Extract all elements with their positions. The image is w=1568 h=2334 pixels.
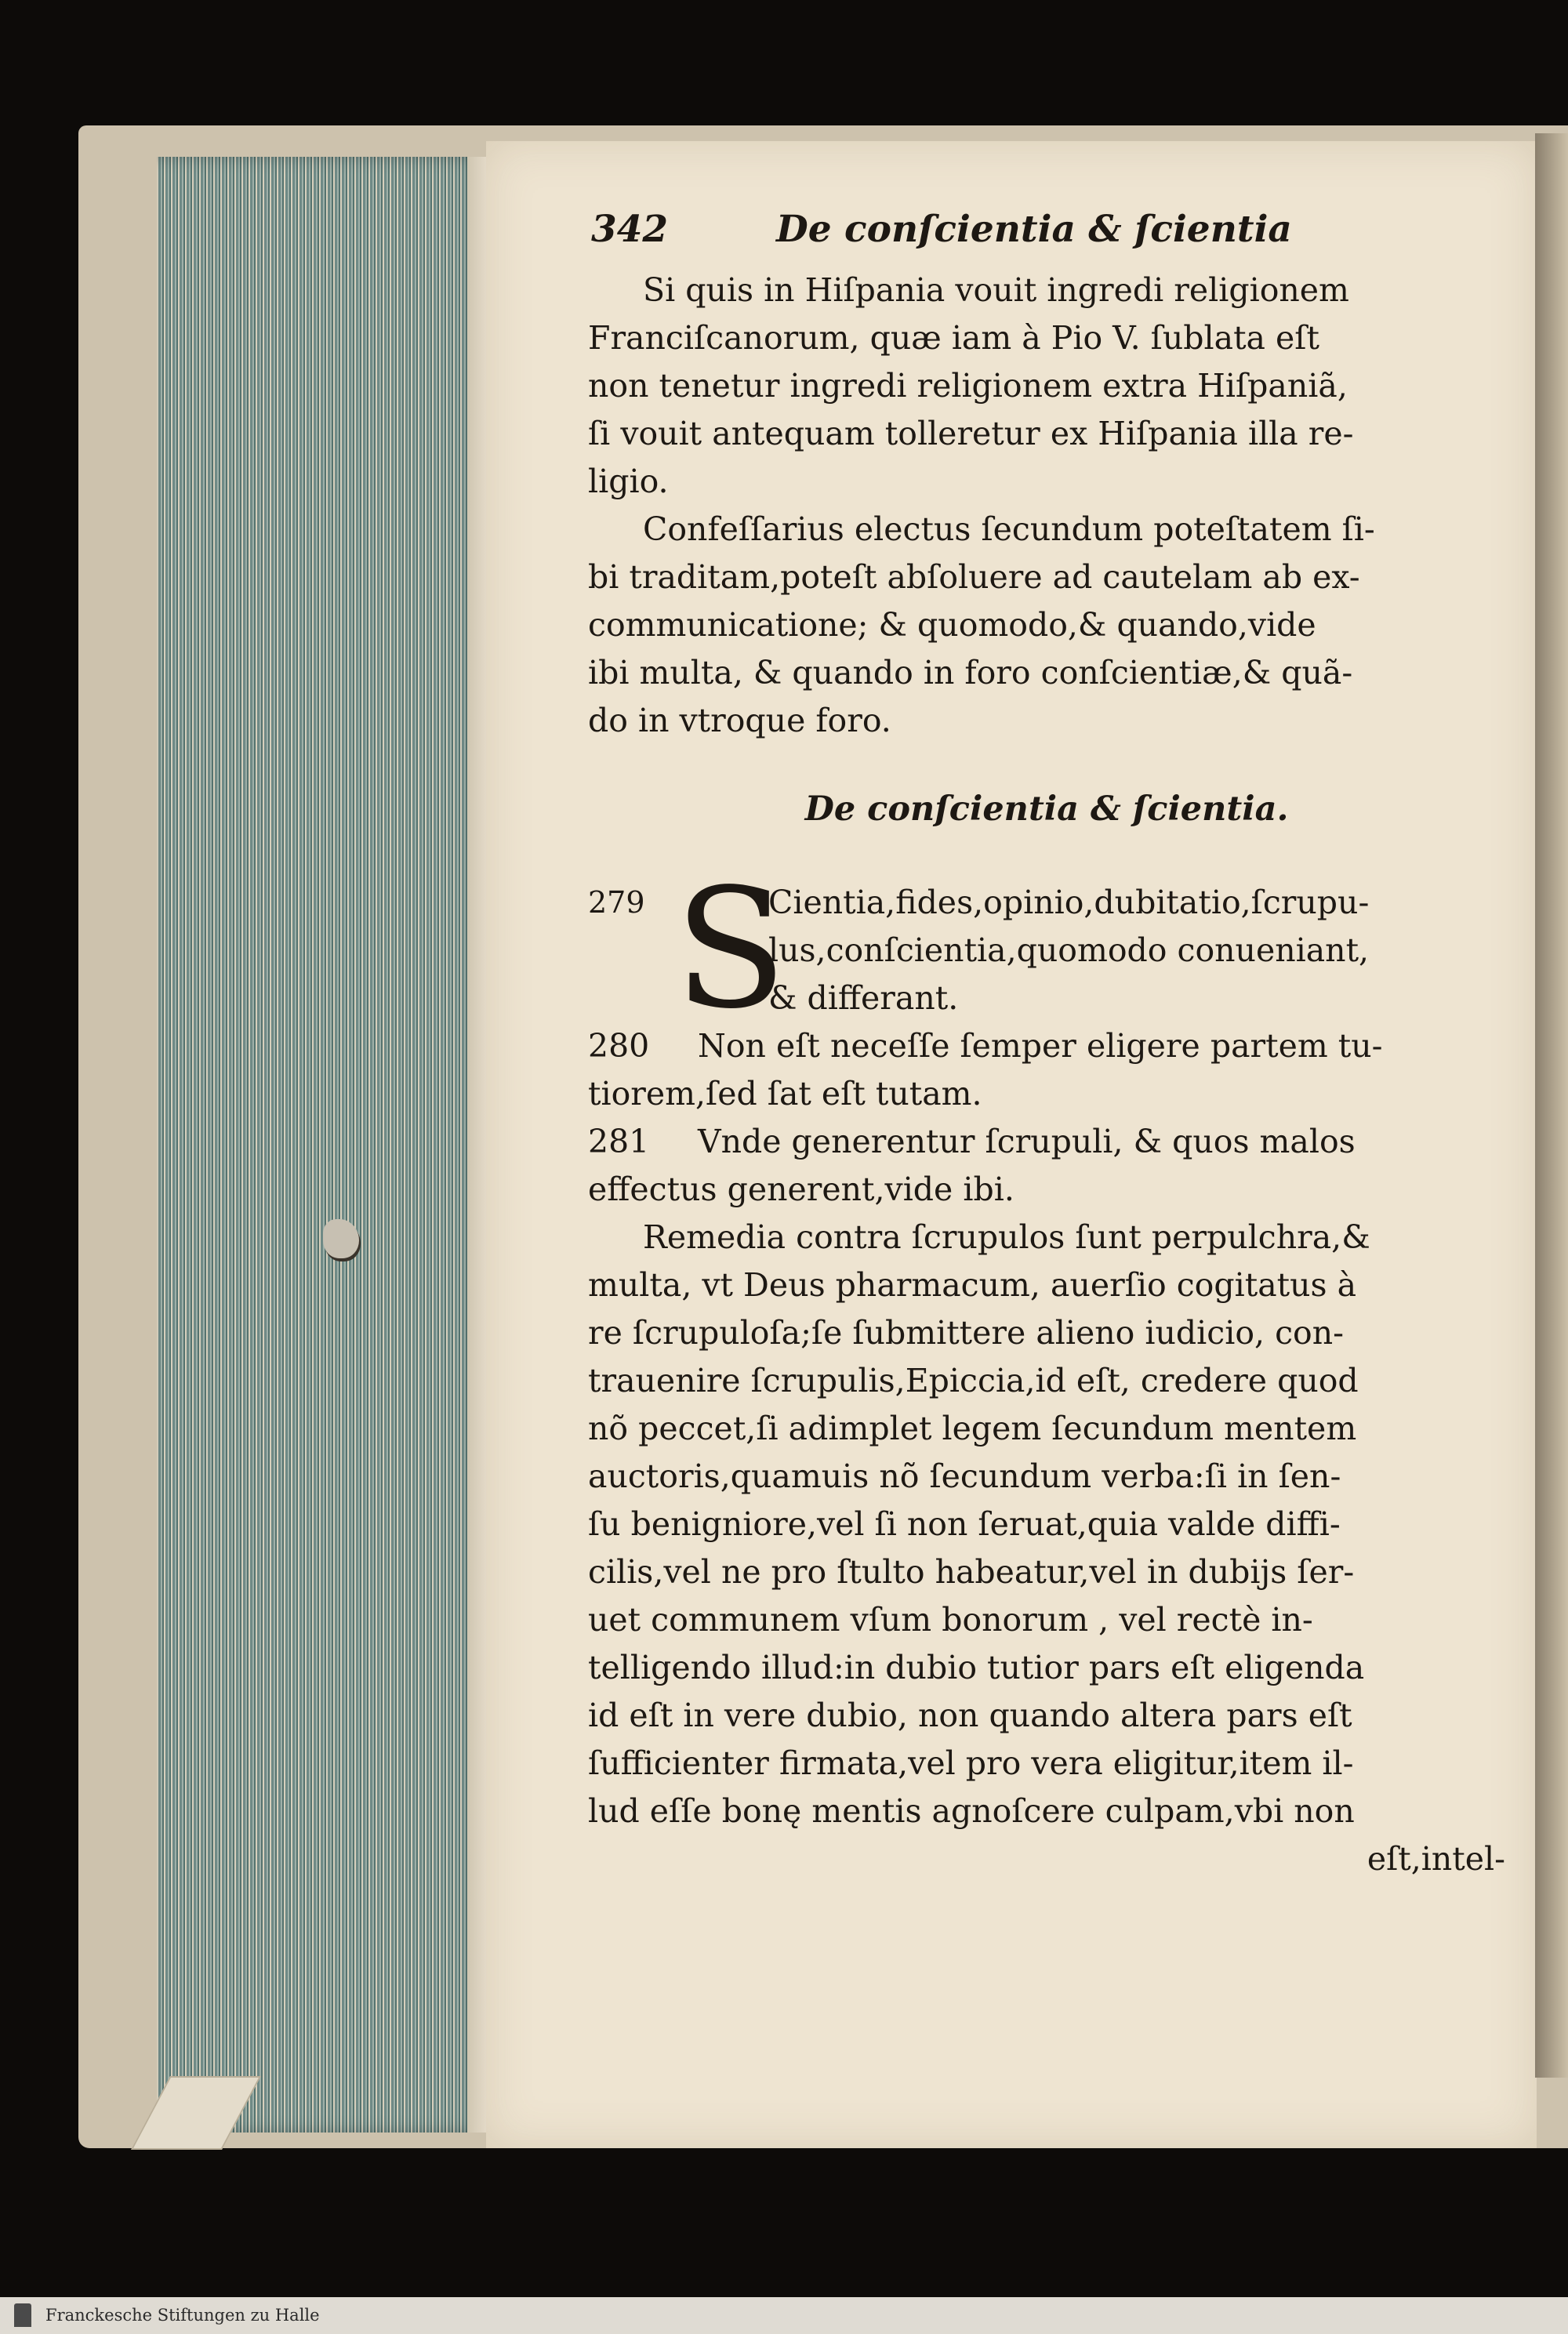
footer-bar [0,2297,1568,2334]
text-line: tiorem,ſed ſat eſt tutam. [588,1075,982,1113]
text-line: cilis,vel ne pro ſtulto habeatur,vel in dubijs ſer- [588,1553,1355,1591]
text-line: bi traditam,poteſt abſoluere ad cautelam ab ex- [588,558,1360,596]
text-line: Vnde generentur ſcrupuli, & quos malos [698,1123,1356,1160]
text-line: auctoris,quamuis nõ ſecundum verba:ſi in ſen- [588,1457,1341,1495]
text-line: re ſcrupuloſa;ſe ſubmittere alieno iudicio, con- [588,1314,1344,1352]
entry-number: 280 [588,1027,650,1065]
footer-credit: Franckesche Stiftungen zu Halle [45,2306,320,2325]
paragraph-2 [588,506,1505,745]
text-line: ſi vouit antequam tolleretur ex Hiſpania illa re- [588,415,1354,452]
page-block-edges [157,157,486,2133]
entry-281 [588,1118,1505,1214]
text-line: telligendo illud:in dubio tutior pars eſt eligenda [588,1649,1365,1686]
text-line: lud eſſe bonę mentis agnoſcere culpam,vbi non [588,1792,1355,1830]
paragraph-1 [588,267,1505,506]
text-line: ſufficienter firmata,vel pro vera eligitur,item il- [588,1744,1354,1782]
text-line: trauenire ſcrupulis,Epiccia,id eſt, credere quod [588,1362,1359,1399]
text-line: communicatione; & quomodo,& quando,vide [588,606,1316,644]
institution-logo-icon [14,2303,31,2327]
drop-cap: S [674,853,787,1045]
text-line: & differant. [768,979,959,1017]
clasp-remnant [323,1219,359,1258]
catchword: eſt,intel- [1367,1840,1505,1878]
text-line: lus,conſcientia,quomodo conueniant, [768,931,1370,969]
text-line: Cientia,fides,opinio,dubitatio,ſcrupu- [768,884,1370,921]
entry-number: 279 [588,885,645,920]
section-heading: De conſcientia & ſcientia. [804,789,1289,829]
text-line: uet communem vſum bonorum , vel rectè in- [588,1601,1313,1639]
entry-279 [588,853,1505,1045]
text-line: Franciſcanorum, quæ iam à Pio V. ſublata eſt [588,319,1319,357]
text-line: id eſt in vere dubio, non quando altera pars eſt [588,1697,1352,1734]
text-line: ibi multa, & quando in foro conſcientiæ,& quã- [588,654,1353,691]
page-number: 342 [591,208,669,251]
paragraph-3 [588,1214,1505,1835]
running-header [588,205,1505,267]
text-line: Si quis in Hiſpania vouit ingredi religionem [643,271,1349,309]
text-line: non tenetur ingredi religionem extra Hiſpaniã, [588,367,1348,405]
text-line: Remedia contra ſcrupulos ſunt perpulchra,& [643,1218,1370,1256]
text-line: Confeſſarius electus ſecundum poteſtatem ſi- [643,510,1375,548]
running-title: De conſcientia & ſcientia [776,208,1292,251]
text-line: multa, vt Deus pharmacum, auerſio cogitatus à [588,1266,1357,1304]
entry-number: 281 [588,1123,650,1160]
text-line: ligio. [588,463,669,500]
text-line: effectus generent,vide ibi. [588,1171,1014,1208]
text-line: nõ peccet,ſi adimplet legem ſecundum mentem [588,1410,1357,1447]
facing-page-edge [1535,133,1568,2078]
page-text [588,205,1505,1883]
text-line: Non eſt neceſſe ſemper eligere partem tu- [698,1027,1383,1065]
text-line: ſu benigniore,vel ſi non ſeruat,quia valde diffi- [588,1505,1341,1543]
text-line: do in vtroque foro. [588,702,891,739]
